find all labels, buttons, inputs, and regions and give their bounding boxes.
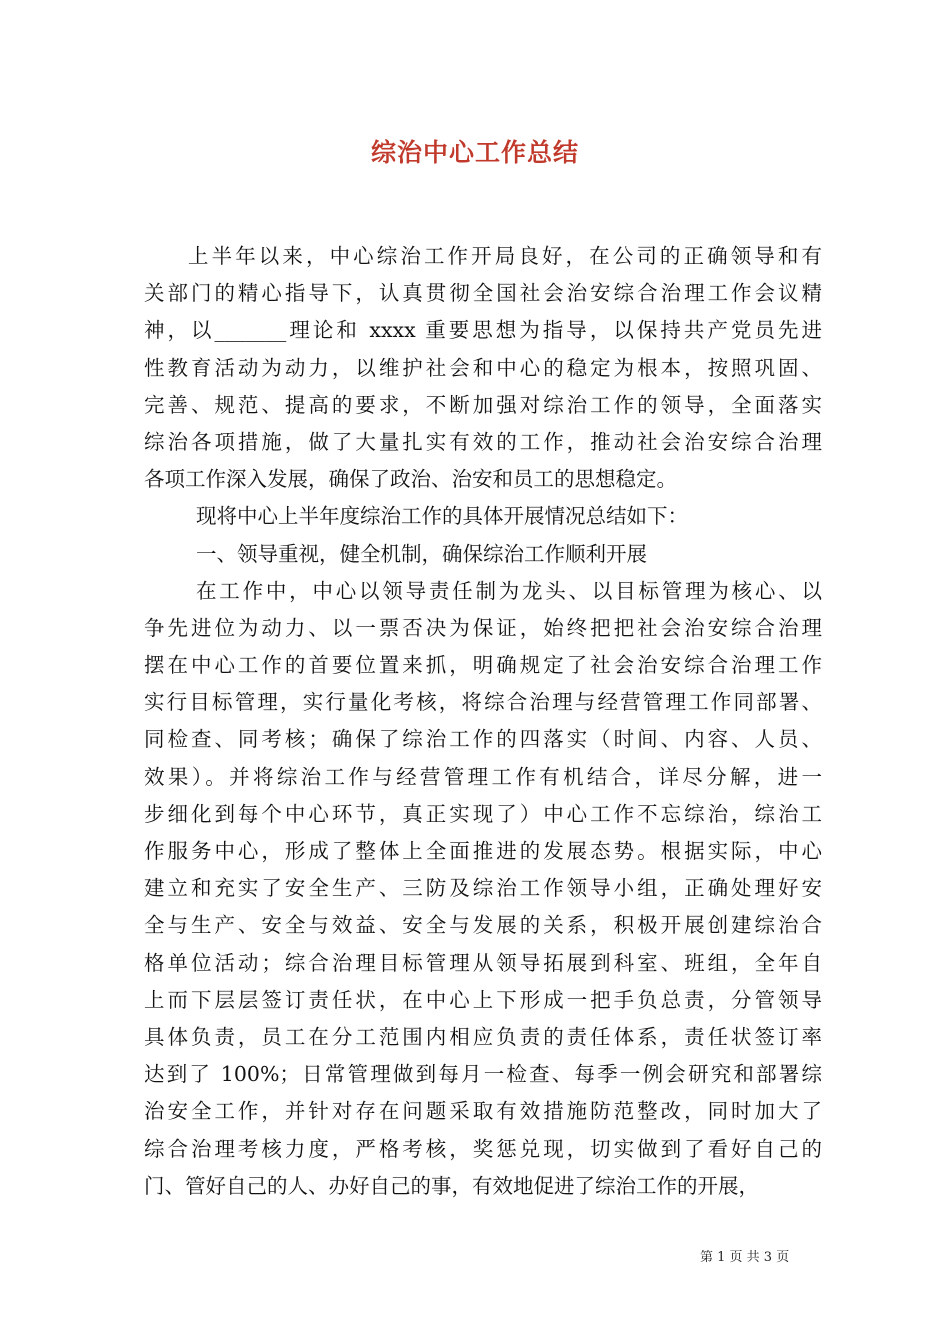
paragraph-line: 达到了 100%；日常管理做到每月一检查、每季一例会研究和部署综	[144, 1062, 822, 1087]
paragraph-line: 在工作中，中心以领导责任制为龙头、以目标管理为核心、以	[196, 578, 822, 603]
paragraph-line: 步细化到每个中心环节，真正实现了）中心工作不忘综治，综治工	[144, 801, 822, 826]
paragraph-line: 争先进位为动力、以一票否决为保证，始终把把社会治安综合治理	[144, 615, 822, 640]
paragraph-line: 具体负责，员工在分工范围内相应负责的责任体系，责任状签订率	[144, 1024, 822, 1049]
paragraph-line: 同检查、同考核；确保了综治工作的四落实（时间、内容、人员、	[144, 727, 822, 752]
paragraph-line: 作服务中心，形成了整体上全面推进的发展态势。根据实际，中心	[144, 839, 822, 863]
paragraph-line: 上而下层层签订责任状，在中心上下形成一把手负总责，分管领导	[144, 987, 822, 1012]
paragraph-line: 格单位活动；综合治理目标管理从领导拓展到科室、班组，全年自	[144, 950, 822, 975]
paragraph-line: 建立和充实了安全生产、三防及综治工作领导小组，正确处理好安	[144, 876, 822, 901]
paragraph-line: 上半年以来，中心综治工作开局良好，在公司的正确领导和有	[188, 244, 822, 268]
paragraph-line: 现将中心上半年度综治工作的具体开展情况总结如下：	[196, 504, 688, 529]
paragraph-line: 综治各项措施，做了大量扎实有效的工作，推动社会治安综合治理	[144, 429, 822, 454]
document-body	[144, 238, 822, 1205]
paragraph-line: 实行目标管理，实行量化考核，将综合治理与经营管理工作同部署、	[144, 690, 822, 715]
document-title: 综治中心工作总结	[370, 138, 579, 167]
paragraph-line: 完善、规范、提高的要求，不断加强对综治工作的领导，全面落实	[144, 392, 822, 417]
paragraph-line: 摆在中心工作的首要位置来抓，明确规定了社会治安综合治理工作	[144, 653, 822, 678]
paragraph-line: 关部门的精心指导下，认真贯彻全国社会治安综合治理工作会议精	[144, 281, 822, 306]
section-heading: 一、领导重视，健全机制，确保综治工作顺利开展	[196, 541, 647, 566]
paragraph-line: 各项工作深入发展，确保了政治、治安和员工的思想稳定。	[144, 467, 677, 492]
paragraph-line: 综合治理考核力度，严格考核，奖惩兑现，切实做到了看好自己的	[144, 1136, 822, 1161]
paragraph-line: 门、管好自己的人、办好自己的事，有效地促进了综治工作的开展，	[144, 1173, 759, 1198]
paragraph-line: 效果）。并将综治工作与经营管理工作有机结合，详尽分解，进一	[144, 764, 822, 789]
paragraph-line: 治安全工作，并针对存在问题采取有效措施防范整改，同时加大了	[144, 1099, 822, 1124]
paragraph-line: 性教育活动为动力，以维护社会和中心的稳定为根本，按照巩固、	[144, 355, 822, 380]
page-number: 第 1 页 共 3 页	[700, 1250, 790, 1265]
paragraph-line: 神，以_______理论和 xxxx 重要思想为指导，以保持共产党员先进	[144, 318, 822, 343]
paragraph-line: 全与生产、安全与效益、安全与发展的关系，积极开展创建综治合	[144, 913, 822, 938]
